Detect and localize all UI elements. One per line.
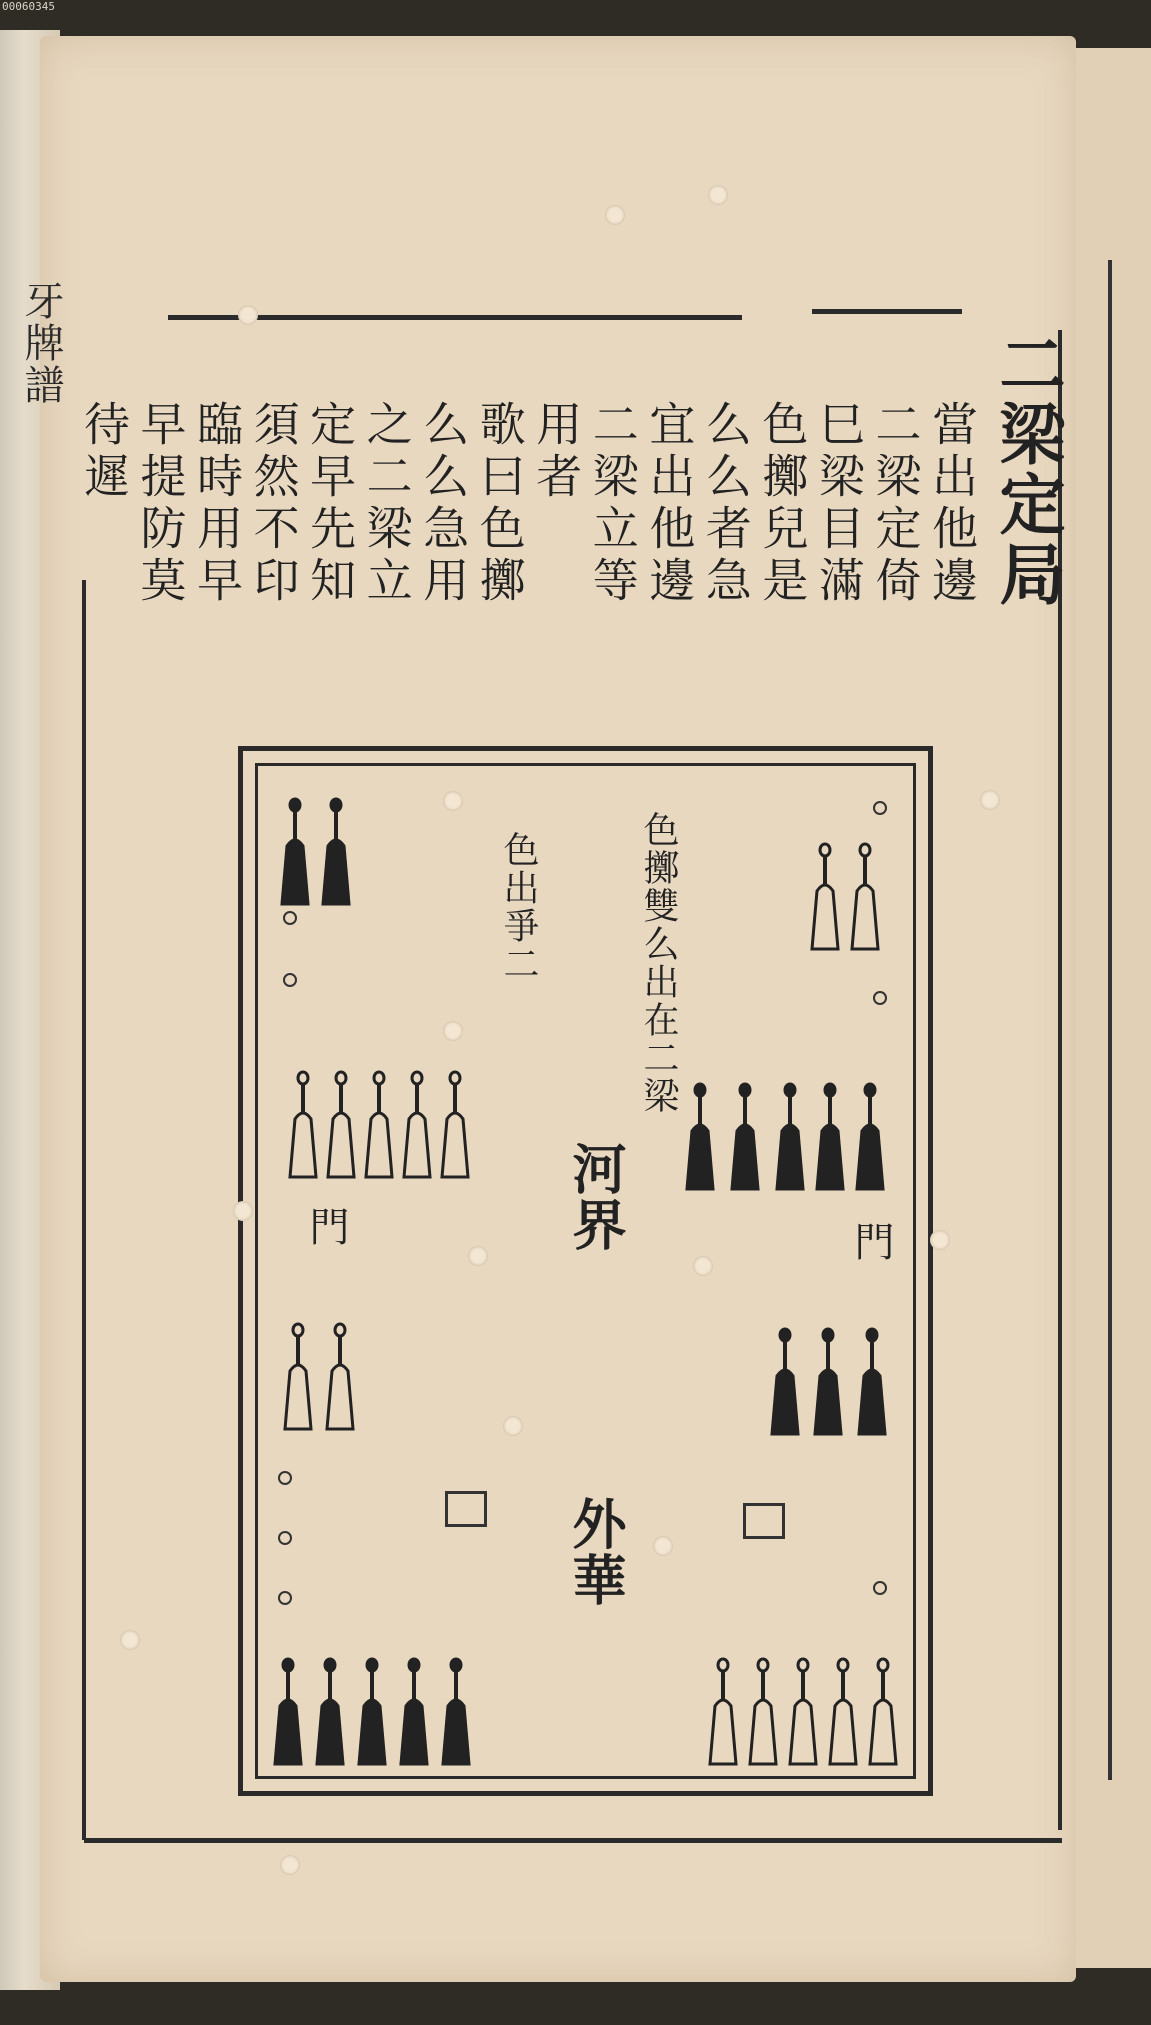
game-board-diagram [238,746,933,1796]
game-piece [773,1081,807,1193]
paper-hole [708,185,728,205]
dot-marker [283,911,297,925]
paper-hole [238,305,258,325]
game-piece [855,1326,889,1438]
river-label: 河界 [564,1141,628,1253]
outer-label: 外華 [564,1496,628,1608]
paper-hole [503,1416,523,1436]
game-piece [813,1081,847,1193]
paper-hole [233,1201,253,1221]
paper-hole [443,791,463,811]
game-piece [866,1656,900,1768]
paper-hole [693,1256,713,1276]
game-piece [853,1081,887,1193]
game-piece [706,1656,740,1768]
game-piece [826,1656,860,1768]
poem-column: 用者 [529,400,584,504]
paper-hole [468,1246,488,1266]
poem-column: 二梁立等 [585,400,640,608]
paper-hole [120,1630,140,1650]
poem-column: 歌曰色擲 [472,400,527,608]
game-piece [281,1321,315,1433]
game-piece [324,1069,358,1181]
scan-id: 00060345 [2,0,55,13]
paper-hole [980,790,1000,810]
game-piece [397,1656,431,1768]
dot-marker [278,1531,292,1545]
game-piece [278,796,312,908]
poem-column: 么么者急 [698,400,753,608]
poem-column: 定早先知 [303,400,358,608]
paper-hole [443,1021,463,1041]
poem-column: 么么急用 [416,400,471,608]
game-piece [811,1326,845,1438]
poem-column: 須然不印 [246,400,301,608]
game-piece [808,841,842,953]
poem-column: 早提防莫 [133,400,188,608]
game-piece [362,1069,396,1181]
poem-column: 巳梁目滿 [811,400,866,608]
paper-hole [605,205,625,225]
game-piece [439,1656,473,1768]
game-piece [271,1656,305,1768]
game-piece [728,1081,762,1193]
game-piece [746,1656,780,1768]
gate-right: 門 [848,1221,894,1263]
game-piece [313,1656,347,1768]
marker-box [445,1491,487,1527]
paper-hole [653,1536,673,1556]
poem-column: 色擲兒是 [755,400,810,608]
poem-column: 之二梁立 [359,400,414,608]
gate-left: 門 [303,1206,349,1248]
paper-hole [930,1230,950,1250]
paper-hole [280,1855,300,1875]
game-piece [786,1656,820,1768]
poem-column: 二梁定倚 [868,400,923,608]
game-piece [286,1069,320,1181]
game-piece [683,1081,717,1193]
game-piece [319,796,353,908]
game-piece [355,1656,389,1768]
dot-marker [283,973,297,987]
poem-column: 當出他邊 [924,400,979,608]
next-page-rule [1108,260,1112,1780]
note-right: 色擲雙么出在二梁 [638,811,679,1115]
game-piece [768,1326,802,1438]
dot-marker [873,801,887,815]
note-left: 色出爭二 [498,831,539,983]
game-piece [400,1069,434,1181]
poem [78,400,978,680]
game-piece [848,841,882,953]
dot-marker [873,991,887,1005]
frame-left [82,580,86,1840]
poem-column: 待遲 [77,400,131,504]
game-piece [323,1321,357,1433]
dot-marker [278,1591,292,1605]
frame-bottom [84,1838,1062,1843]
poem-column: 宜出他邊 [642,400,697,608]
dot-marker [873,1581,887,1595]
poem-column: 臨時用早 [190,400,245,608]
section-title: 二梁定局 [988,330,1066,610]
frame-top-right [812,309,962,314]
game-piece [438,1069,472,1181]
dot-marker [278,1471,292,1485]
marker-box [743,1503,785,1539]
spine-text: 牙牌譜 [18,280,64,406]
